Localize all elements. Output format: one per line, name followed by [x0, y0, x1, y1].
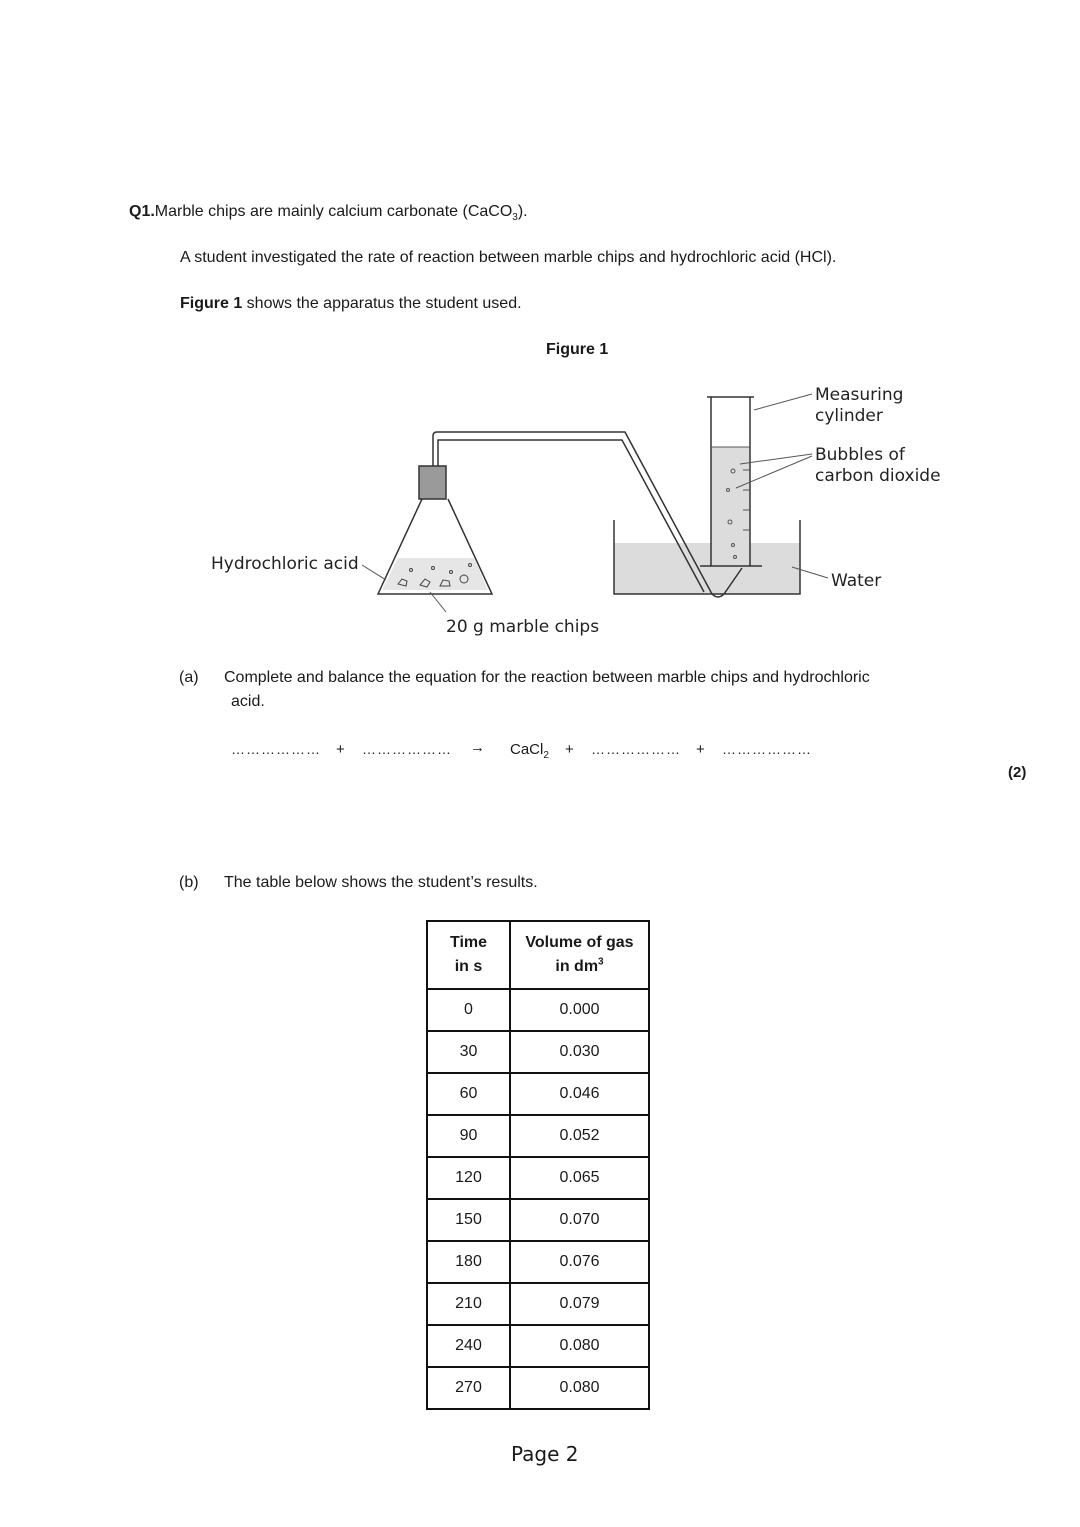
header-time-line-1: Time	[449, 934, 488, 951]
figure-reference: Figure 1	[180, 295, 243, 312]
table-row	[427, 1325, 649, 1367]
equation-blank-4[interactable]: ………………	[722, 741, 812, 757]
equation-blank-3[interactable]: ………………	[591, 741, 681, 757]
part-b-text: The table below shows the student’s results.	[224, 874, 538, 891]
product-subscript: 2	[543, 750, 549, 761]
intro-subscript: 3	[512, 212, 518, 224]
header-time-line-2: in s	[454, 958, 483, 975]
label-water: Water	[831, 571, 882, 591]
table-row	[427, 1283, 649, 1325]
table-row	[427, 1031, 649, 1073]
equation-plus-2: +	[565, 741, 574, 758]
label-marble-chips: 20 g marble chips	[446, 617, 600, 637]
header-volume	[510, 921, 649, 989]
label-bubbles-2: carbon dioxide	[815, 466, 941, 486]
label-hydrochloric-acid: Hydrochloric acid	[211, 554, 359, 574]
time-cell: 150	[427, 1199, 510, 1241]
table-row	[427, 1241, 649, 1283]
table-row	[427, 1199, 649, 1241]
label-bubbles-1: Bubbles of	[815, 445, 905, 465]
volume-cell: 0.080	[510, 1367, 649, 1409]
cylinder-water	[711, 447, 750, 566]
trough-water	[614, 543, 800, 594]
volume-cell: 0.052	[510, 1115, 649, 1157]
equation-arrow: →	[470, 739, 485, 756]
part-b-label: (b)	[179, 874, 199, 891]
table-row	[427, 1157, 649, 1199]
time-cell: 60	[427, 1073, 510, 1115]
equation-blank-2[interactable]: ………………	[362, 741, 452, 757]
part-a-label: (a)	[179, 669, 199, 686]
volume-cell: 0.065	[510, 1157, 649, 1199]
equation-plus-3: +	[696, 741, 705, 758]
header-volume-sup: 3	[598, 956, 604, 968]
rubber-stopper	[419, 466, 446, 499]
time-cell: 180	[427, 1241, 510, 1283]
time-cell: 30	[427, 1031, 510, 1073]
volume-cell: 0.000	[510, 989, 649, 1031]
volume-cell: 0.080	[510, 1325, 649, 1367]
question-line-3-text: shows the apparatus the student used.	[242, 295, 522, 312]
part-a-text-2: acid.	[231, 693, 265, 710]
part-a-marks: (2)	[1008, 764, 1027, 781]
time-cell: 210	[427, 1283, 510, 1325]
header-volume-line-1: Volume of gas	[525, 934, 634, 951]
product-text: CaCl	[510, 741, 544, 758]
volume-cell: 0.076	[510, 1241, 649, 1283]
table-row	[427, 1115, 649, 1157]
time-cell: 270	[427, 1367, 510, 1409]
volume-cell: 0.079	[510, 1283, 649, 1325]
flask-acid	[382, 558, 488, 590]
question-number: Q1.	[129, 203, 155, 220]
equation-product-cacl2	[510, 741, 549, 761]
results-table	[426, 920, 650, 1410]
volume-cell: 0.046	[510, 1073, 649, 1115]
time-cell: 120	[427, 1157, 510, 1199]
volume-cell: 0.030	[510, 1031, 649, 1073]
question-line-2: A student investigated the rate of reaction between marble chips and hydrochloric acid (HCl).	[180, 249, 837, 266]
label-measuring-cylinder-2: cylinder	[815, 406, 883, 426]
label-measuring-cylinder-1: Measuring	[815, 385, 904, 405]
time-cell: 90	[427, 1115, 510, 1157]
equation-blank-1[interactable]: ………………	[231, 741, 321, 757]
header-volume-line-2: in dm	[555, 958, 599, 975]
apparatus-diagram	[0, 0, 1080, 700]
page-number: Page 2	[511, 1442, 579, 1466]
header-time	[427, 921, 510, 989]
table-row	[427, 989, 649, 1031]
intro-text: Marble chips are mainly calcium carbonate (CaCO	[154, 203, 513, 220]
part-a-text-1: Complete and balance the equation for the reaction between marble chips and hydrochloric	[224, 669, 870, 686]
time-cell: 0	[427, 989, 510, 1031]
table-row	[427, 1367, 649, 1409]
table-header-row	[427, 921, 649, 989]
figure-title: Figure 1	[546, 341, 609, 358]
volume-cell: 0.070	[510, 1199, 649, 1241]
intro-text-end: ).	[517, 203, 528, 220]
table-row	[427, 1073, 649, 1115]
time-cell: 240	[427, 1325, 510, 1367]
equation-plus-1: +	[336, 741, 345, 758]
